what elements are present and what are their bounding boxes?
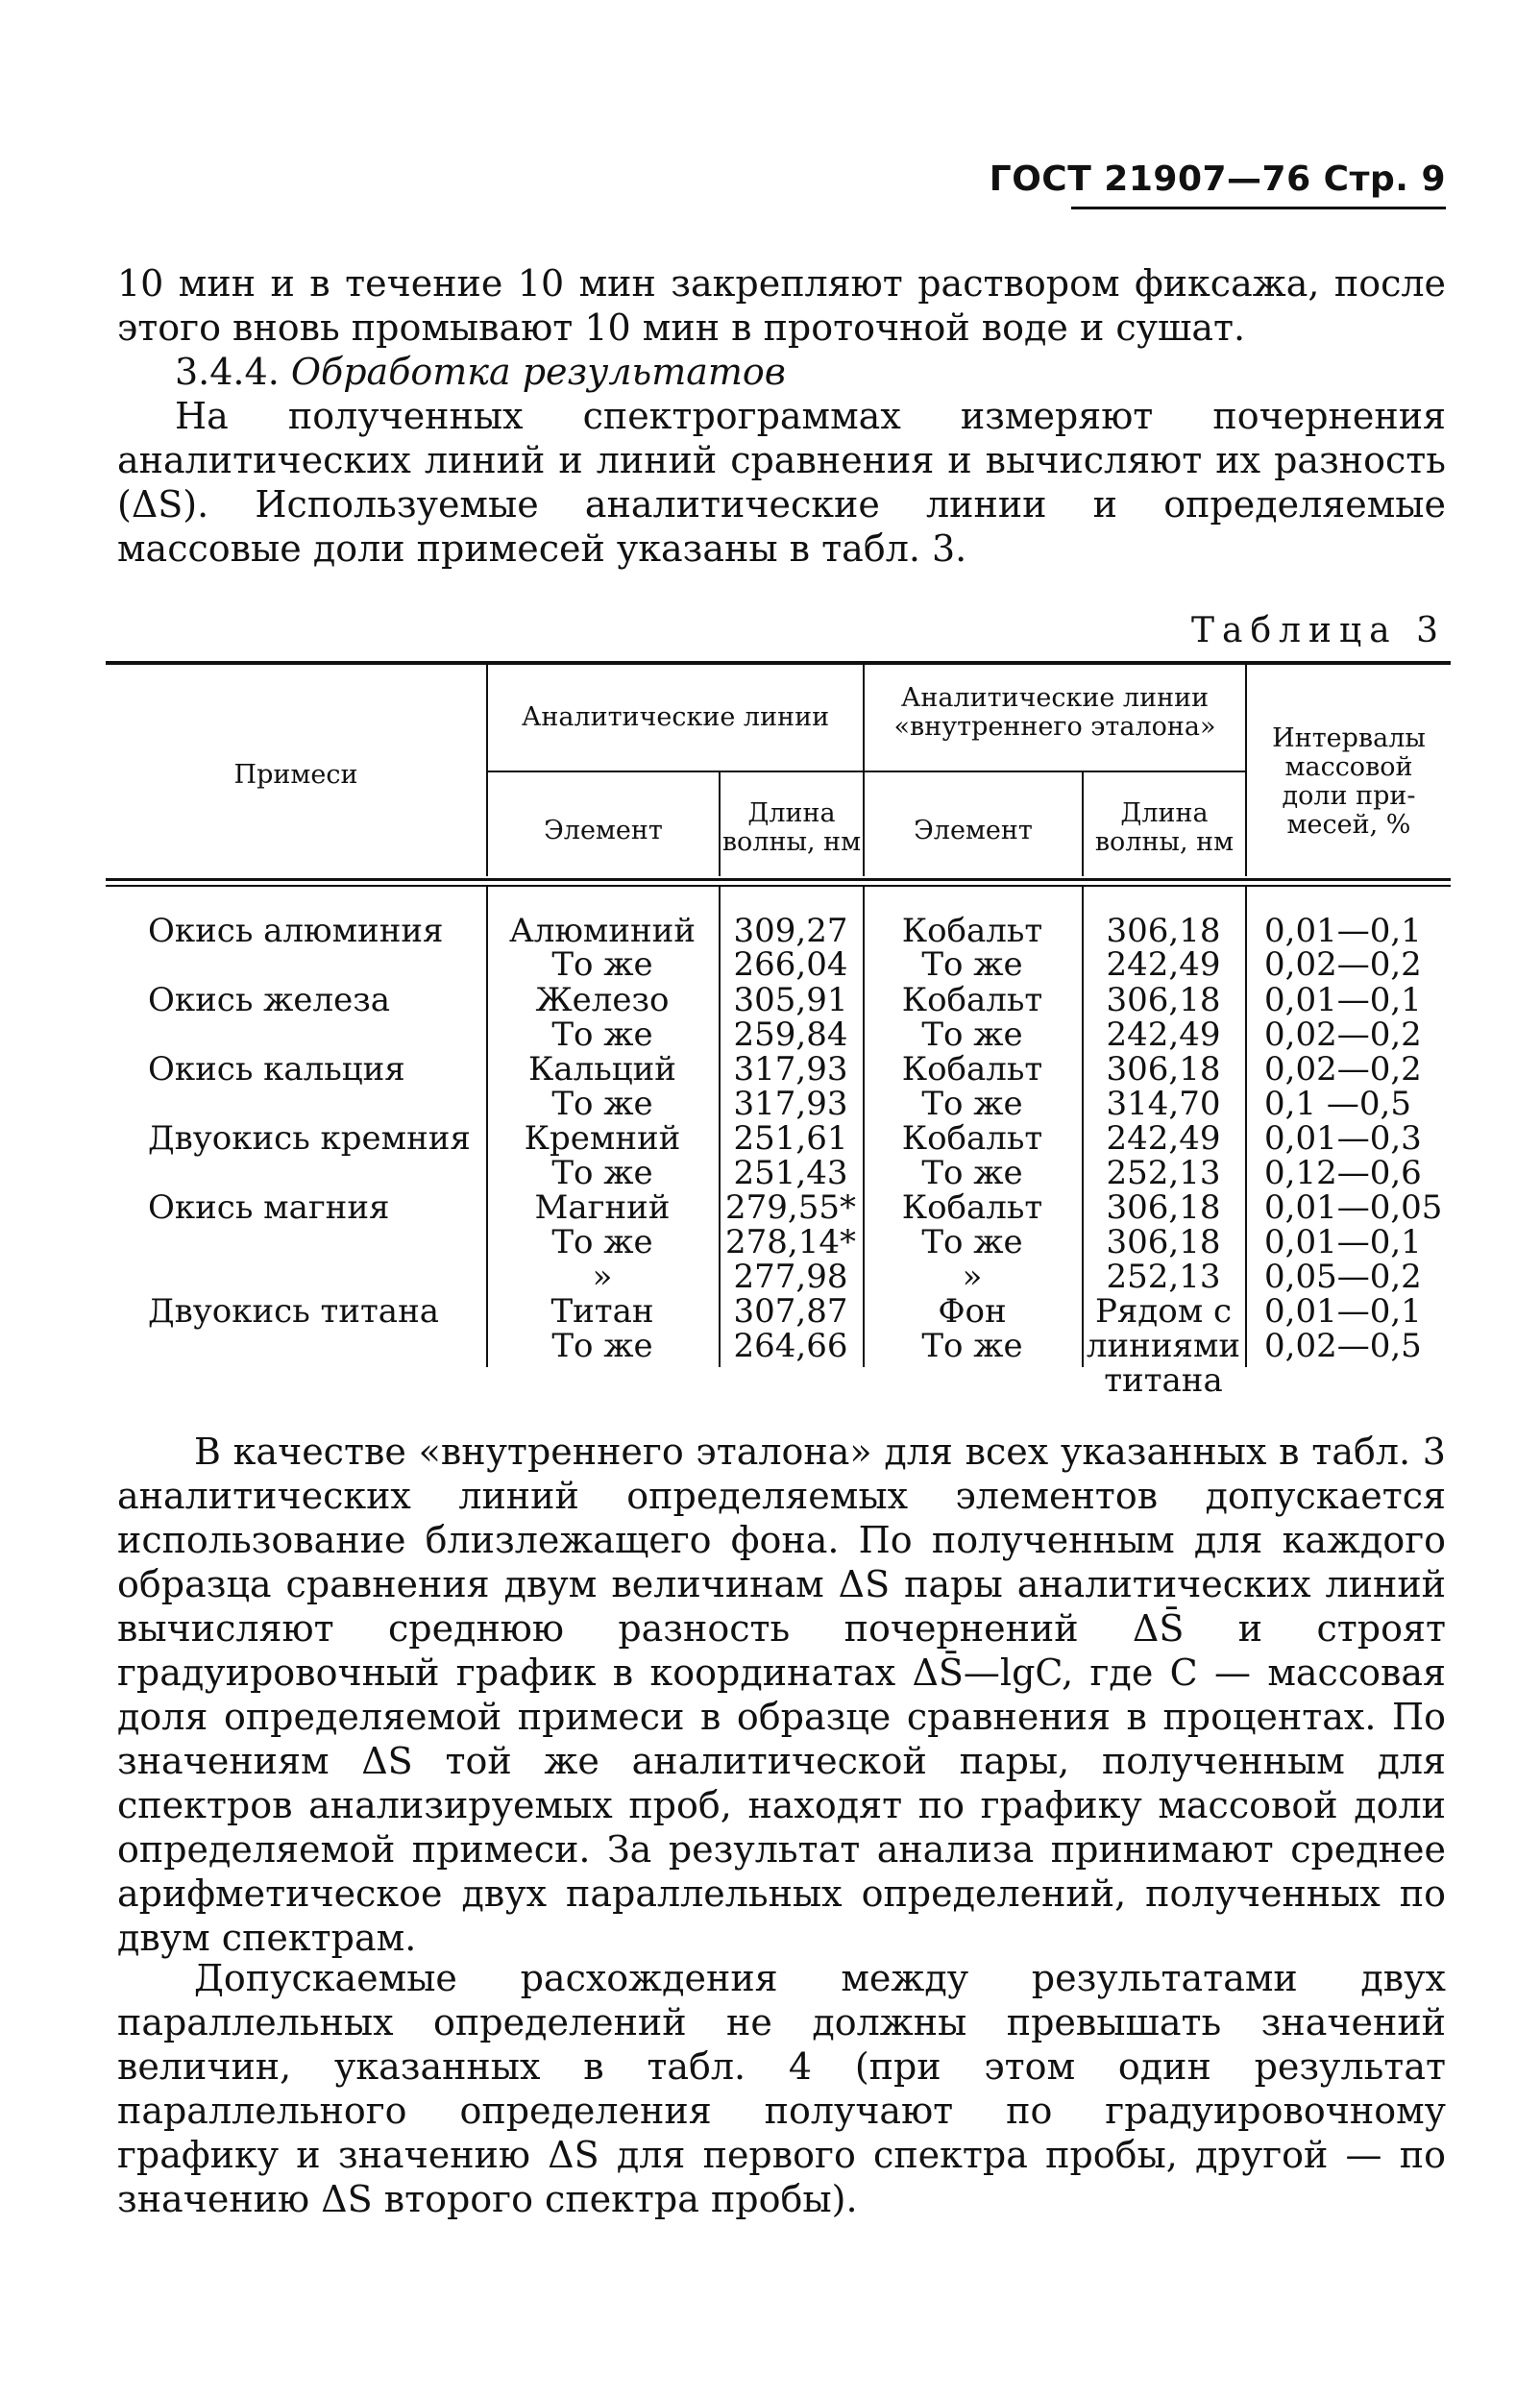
cell-int-wavelength: 242,49 xyxy=(1106,945,1221,984)
cell-int-element: Кобальт xyxy=(901,981,1043,1019)
table-caption: Таблица 3 xyxy=(1191,611,1446,650)
cell-interval: 0,02—0,2 xyxy=(1264,945,1422,984)
cell-wavelength: 277,98 xyxy=(733,1258,848,1296)
header-element: Элемент xyxy=(544,816,663,845)
cell-element: Железо xyxy=(535,981,670,1019)
paragraph-1: 10 мин и в течение 10 мин закрепляют раствором фиксажа, после этого вновь промывают 10 мин в проточной воде и сушат. xyxy=(117,262,1446,349)
cell-int-element: То же xyxy=(921,1015,1023,1054)
cell-int-element: Кобальт xyxy=(901,1119,1043,1158)
header-wavelength2-2: волны, нм xyxy=(1094,827,1234,857)
header-interval-3: доли при- xyxy=(1282,781,1416,811)
cell-int-wavelength: 252,13 xyxy=(1106,1154,1221,1192)
cell-impurity: Двуокись кремния xyxy=(148,1119,471,1158)
table-row xyxy=(106,1260,1451,1294)
cell-impurity: Окись железа xyxy=(148,981,391,1019)
cell-int-wavelength: 306,18 xyxy=(1106,912,1221,950)
header-wavelength xyxy=(721,799,863,857)
cell-wavelength: 251,61 xyxy=(733,1119,848,1158)
cell-element: Кальций xyxy=(528,1050,676,1089)
cell-impurity: Окись алюминия xyxy=(148,912,444,950)
cell-impurity: Окись кальция xyxy=(148,1050,405,1089)
cell-element: То же xyxy=(551,1154,653,1192)
table-row xyxy=(106,1294,1451,1329)
cell-interval: 0,02—0,2 xyxy=(1264,1050,1422,1089)
cell-element: То же xyxy=(551,1085,653,1123)
header-subrule xyxy=(488,771,863,772)
table-row xyxy=(106,1017,1451,1052)
cell-element: Кремний xyxy=(524,1119,681,1158)
cell-element: То же xyxy=(551,1327,653,1365)
table-row xyxy=(106,1363,1451,1398)
cell-int-element: » xyxy=(962,1258,983,1296)
cell-int-element: Кобальт xyxy=(901,912,1043,950)
cell-element: Алюминий xyxy=(508,912,697,950)
cell-wavelength: 264,66 xyxy=(733,1327,848,1365)
cell-element: То же xyxy=(551,1015,653,1054)
table-row xyxy=(106,1052,1451,1087)
cell-wavelength: 279,55* xyxy=(725,1188,856,1227)
page-header xyxy=(990,159,1446,209)
section-number: 3.4.4. xyxy=(175,351,280,393)
cell-wavelength: 305,91 xyxy=(733,981,848,1019)
header-subrule xyxy=(865,771,1245,772)
cell-interval: 0,1 —0,5 xyxy=(1264,1085,1411,1123)
cell-wavelength: 266,04 xyxy=(733,945,848,984)
cell-int-wavelength: титана xyxy=(1104,1361,1223,1400)
cell-element: Титан xyxy=(550,1292,654,1331)
cell-int-element: То же xyxy=(921,1085,1023,1123)
cell-element: Магний xyxy=(534,1188,671,1227)
cell-element: То же xyxy=(551,1223,653,1261)
cell-int-element: То же xyxy=(921,945,1023,984)
header-interval-4: месей, % xyxy=(1286,810,1411,840)
cell-impurity: Окись магния xyxy=(148,1188,390,1227)
table-row xyxy=(106,1190,1451,1225)
cell-int-wavelength: Рядом с xyxy=(1094,1292,1233,1331)
paragraph-4: Допускаемые расхождения между результатами двух параллельных определений не должны превышать значений величин, указанных в табл. 4 (при этом один результат параллельного определения получают по градуировочному графику и значению ΔS для первого спектра пробы, другой — по значению ΔS второго спектра пробы). xyxy=(117,1957,1446,2220)
section-heading xyxy=(175,350,786,394)
cell-interval: 0,01—0,1 xyxy=(1264,1292,1422,1331)
cell-int-wavelength: 306,18 xyxy=(1106,1050,1221,1089)
section-title: Обработка результатов xyxy=(290,351,786,393)
table-3 xyxy=(106,661,1451,1400)
cell-wavelength: 309,27 xyxy=(733,912,848,950)
table-body xyxy=(106,887,1451,1400)
cell-int-wavelength: 252,13 xyxy=(1106,1258,1221,1296)
cell-int-wavelength: 306,18 xyxy=(1106,981,1221,1019)
header-element-2: Элемент xyxy=(914,816,1033,845)
header-analytical-lines: Аналитические линии xyxy=(521,702,830,732)
cell-wavelength: 307,87 xyxy=(733,1292,848,1331)
cell-wavelength: 259,84 xyxy=(733,1015,848,1054)
cell-int-wavelength: линиями xyxy=(1086,1327,1241,1365)
cell-int-element: То же xyxy=(921,1327,1023,1365)
cell-interval: 0,01—0,1 xyxy=(1264,912,1422,950)
cell-wavelength: 317,93 xyxy=(733,1085,848,1123)
cell-interval: 0,12—0,6 xyxy=(1264,1154,1422,1192)
paragraph-2: На полученных спектрограммах измеряют почернения аналитических линий и линий сравнения и вычисляют их разность (ΔS). Используемые аналитические линии и определяемые массовые доли примесей указаны в табл. 3. xyxy=(117,395,1446,570)
table-row xyxy=(106,1156,1451,1190)
cell-wavelength: 278,14* xyxy=(725,1223,856,1261)
paragraph-3: В качестве «внутреннего эталона» для всех указанных в табл. 3 аналитических линий определяемых элементов допускается использование близлежащего фона. По полученным для каждого образца сравнения двум величинам ΔS пары аналитических линий вычисляют среднюю разность почернений ΔS̄ и строят градуировочный график в координатах ΔS̄—lgC, где C — массовая доля определяемой примеси в образце сравнения в процентах. По значениям ΔS той же аналитической пары, полученным для спектров анализируемых проб, находят по графику массовой доли определяемой примеси. За результат анализа принимают среднее арифметическое двух параллельных определений, полученных по двум спектрам. xyxy=(117,1431,1446,1959)
cell-int-element: Фон xyxy=(938,1292,1007,1331)
table-row xyxy=(106,983,1451,1017)
cell-impurity: Двуокись титана xyxy=(148,1292,440,1331)
cell-interval: 0,02—0,2 xyxy=(1264,1015,1422,1054)
table-header-rule xyxy=(106,878,1451,881)
cell-int-wavelength: 306,18 xyxy=(1106,1223,1221,1261)
cell-element: То же xyxy=(551,945,653,984)
table-row xyxy=(106,1121,1451,1156)
cell-interval: 0,02—0,5 xyxy=(1264,1327,1422,1365)
cell-int-element: То же xyxy=(921,1223,1023,1261)
cell-interval: 0,01—0,1 xyxy=(1264,981,1422,1019)
cell-int-element: То же xyxy=(921,1154,1023,1192)
cell-int-element: Кобальт xyxy=(901,1050,1043,1089)
header-wavelength2-1: Длина xyxy=(1120,798,1209,828)
cell-interval: 0,01—0,1 xyxy=(1264,1223,1422,1261)
table-row xyxy=(106,1329,1451,1363)
cell-int-wavelength: 314,70 xyxy=(1106,1085,1221,1123)
header-interval-2: массовой xyxy=(1284,752,1413,782)
header-wavelength-2: волны, нм xyxy=(721,827,862,857)
header-internal-lines xyxy=(865,684,1245,742)
cell-int-wavelength: 306,18 xyxy=(1106,1188,1221,1227)
table-row xyxy=(106,947,1451,982)
cell-interval: 0,01—0,3 xyxy=(1264,1119,1422,1158)
table-row xyxy=(106,1087,1451,1121)
cell-element: » xyxy=(592,1258,613,1296)
cell-int-element: Кобальт xyxy=(901,1188,1043,1227)
table-row xyxy=(106,914,1451,948)
header-underline xyxy=(1071,207,1446,209)
cell-wavelength: 317,93 xyxy=(733,1050,848,1089)
header-wavelength-2 xyxy=(1084,799,1245,857)
cell-int-wavelength: 242,49 xyxy=(1106,1015,1221,1054)
header-wavelength-1: Длина xyxy=(747,798,836,828)
cell-int-wavelength: 242,49 xyxy=(1106,1119,1221,1158)
table-header xyxy=(106,665,1451,876)
cell-interval: 0,05—0,2 xyxy=(1264,1258,1422,1296)
header-interval xyxy=(1247,724,1451,840)
header-internal-lines-2: «внутреннего эталона» xyxy=(893,712,1216,742)
cell-wavelength: 251,43 xyxy=(733,1154,848,1192)
header-internal-lines-1: Аналитические линии xyxy=(900,683,1210,713)
cell-interval: 0,01—0,05 xyxy=(1264,1188,1443,1227)
header-interval-1: Интервалы xyxy=(1272,723,1426,753)
header-text: ГОСТ 21907—76 Стр. 9 xyxy=(989,159,1446,199)
table-row xyxy=(106,1225,1451,1260)
header-impurities: Примеси xyxy=(233,760,358,790)
